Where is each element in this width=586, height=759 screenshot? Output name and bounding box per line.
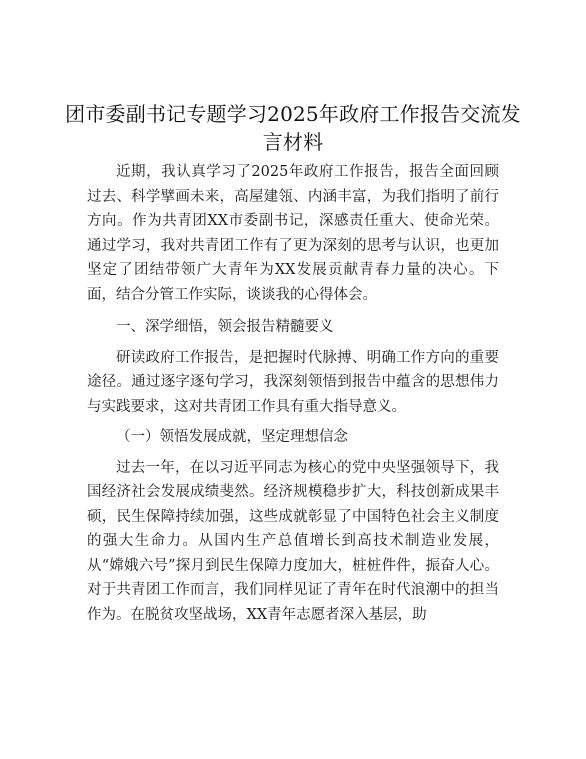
section-heading-1: 一、深学细悟，领会报告精髓要义 bbox=[116, 319, 334, 335]
subsection-heading-1: （一）领悟发展成就，坚定理想信念 bbox=[116, 429, 348, 445]
document-body bbox=[87, 160, 499, 627]
document-title: 团市委副书记专题学习2025年政府工作报告交流发言材料 bbox=[65, 102, 521, 154]
subsection-1-paragraph: 过去一年，在以习近平同志为核心的党中央坚强领导下，我国经济社会发展成绩斐然。经济规模稳步扩大，科技创新成果丰硕，民生保障持续加强，这些成就彰显了中国特色社会主义制度的强大生命力。从国内生产总值增长到高技术制造业发展，从“嫦娥六号”探月到民生保障力度加大，桩桩件件，振奋人心。对于共青团工作而言，我们同样见证了青年在时代浪潮中的担当作为。在脱贫攻坚战场，XX青年志愿者深入基层，助 bbox=[87, 459, 499, 623]
intro-paragraph: 近期，我认真学习了2025年政府工作报告，报告全面回顾过去、科学擘画未来，高屋建瓴、内涵丰富，为我们指明了前行方向。作为共青团XX市委副书记，深感责任重大、使命光荣。通过学习，我对共青团工作有了更为深刻的思考与认识，也更加坚定了团结带领广大青年为XX发展贡献青春力量的决心。下面，结合分管工作实际，谈谈我的心得体会。 bbox=[87, 164, 499, 303]
section-1-paragraph: 研读政府工作报告，是把握时代脉搏、明确工作方向的重要途径。通过逐字逐句学习，我深刻领悟到报告中蕴含的思想伟力与实践要求，这对共青团工作具有重大指导意义。 bbox=[87, 349, 499, 415]
